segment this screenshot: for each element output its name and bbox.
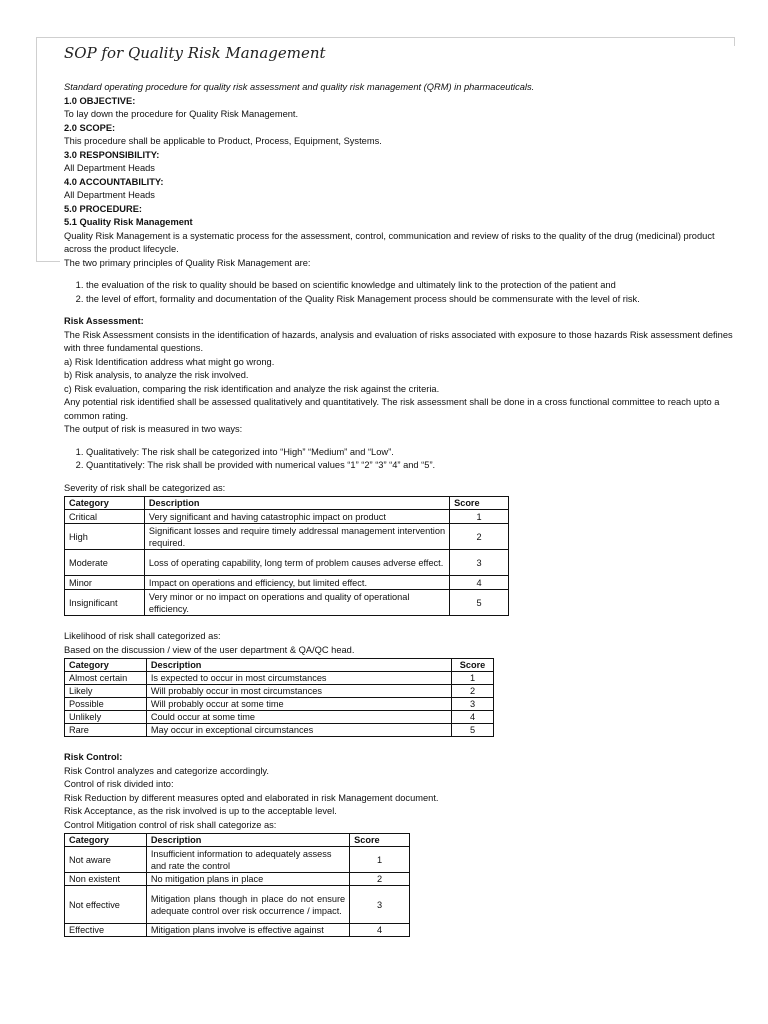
table-row	[65, 590, 509, 616]
score-cell: 3	[350, 886, 410, 924]
table-row	[65, 550, 509, 576]
score-cell: 1	[450, 510, 509, 524]
page-frame-tick	[36, 261, 60, 262]
category-cell: High	[65, 524, 145, 550]
principles-intro: The two primary principles of Quality Risk Management are:	[64, 257, 311, 268]
category-cell: Effective	[65, 924, 147, 937]
table-row	[65, 847, 410, 873]
score-cell: 1	[350, 847, 410, 873]
risk-ways-list	[64, 446, 736, 473]
risk-control-heading: Risk Control:	[64, 752, 123, 762]
category-cell: Non existent	[65, 873, 147, 886]
risk-control-line: Risk Acceptance, as the risk involved is up to the acceptable level.	[64, 806, 337, 816]
category-cell: Likely	[65, 685, 147, 698]
risk-question-b: b) Risk analysis, to analyze the risk involved.	[64, 370, 249, 380]
header-description: Description	[146, 834, 349, 847]
header-description: Description	[144, 497, 449, 510]
table-row	[65, 685, 494, 698]
principles-list	[64, 279, 736, 306]
likelihood-table	[64, 658, 494, 737]
risk-question-c: c) Risk evaluation, comparing the risk identification and analyze the risk against the criteria.	[64, 383, 440, 394]
table-header-row	[65, 834, 410, 847]
description-cell: Impact on operations and efficiency, but limited effect.	[144, 576, 449, 590]
objective-text: To lay down the procedure for Quality Risk Management.	[64, 109, 299, 119]
description-cell: Is expected to occur in most circumstances	[146, 672, 451, 685]
header-category: Category	[65, 497, 145, 510]
score-cell: 4	[450, 576, 509, 590]
page-subtitle: Standard operating procedure for quality risk assessment and quality risk management (QRM) in pharmaceuticals.	[64, 82, 535, 92]
severity-table	[64, 496, 509, 616]
score-cell: 2	[450, 524, 509, 550]
table-row	[65, 672, 494, 685]
category-cell: Possible	[65, 698, 147, 711]
mitigation-table	[64, 833, 410, 937]
risk-assessment-intro: The Risk Assessment consists in the identification of hazards, analysis and evaluation of risks associated with exposure to those hazards Risk assessment defines with three fundamental questions.	[64, 329, 733, 353]
description-cell: Significant losses and require timely addressal management intervention required.	[144, 524, 449, 550]
score-cell: 4	[452, 711, 494, 724]
description-cell: Mitigation plans involve is effective against	[146, 924, 349, 937]
list-item: 1. the evaluation of the risk to quality should be based on scientific knowledge and ultimately link to the protection of the patient and	[86, 279, 736, 293]
header-score: Score	[350, 834, 410, 847]
table-row	[65, 576, 509, 590]
category-cell: Not effective	[65, 886, 147, 924]
responsibility-text: All Department Heads	[64, 163, 155, 173]
table-row	[65, 510, 509, 524]
risk-control-line: Risk Reduction by different measures opted and elaborated in risk Management document.	[64, 792, 439, 803]
description-cell: Insufficient information to adequately assess and rate the control	[146, 847, 349, 873]
table-row	[65, 873, 410, 886]
score-cell: 4	[350, 924, 410, 937]
description-cell: May occur in exceptional circumstances	[146, 724, 451, 737]
risk-output-text: The output of risk is measured in two ways:	[64, 424, 243, 434]
description-cell: Mitigation plans though in place do not ensure adequate control over risk occurrence / impact.	[146, 886, 349, 924]
risk-control-line: Control Mitigation control of risk shall categorize as:	[64, 819, 277, 830]
category-cell: Minor	[65, 576, 145, 590]
header-score: Score	[452, 659, 494, 672]
accountability-text: All Department Heads	[64, 190, 155, 200]
table-row	[65, 524, 509, 550]
score-cell: 2	[350, 873, 410, 886]
page-frame-left	[36, 37, 37, 261]
score-cell: 1	[452, 672, 494, 685]
objective-heading: 1.0 OBJECTIVE:	[64, 95, 136, 106]
header-description: Description	[146, 659, 451, 672]
table-header-row	[65, 497, 509, 510]
table-header-row	[65, 659, 494, 672]
header-category: Category	[65, 659, 147, 672]
category-cell: Not aware	[65, 847, 147, 873]
qrm-heading: 5.1 Quality Risk Management	[64, 217, 193, 227]
category-cell: Rare	[65, 724, 147, 737]
scope-heading: 2.0 SCOPE:	[64, 122, 116, 133]
description-cell: Will probably occur in most circumstances	[146, 685, 451, 698]
risk-question-a: a) Risk Identification address what might go wrong.	[64, 356, 275, 367]
score-cell: 3	[452, 698, 494, 711]
category-cell: Critical	[65, 510, 145, 524]
list-item: 2. Quantitatively: The risk shall be provided with numerical values “1” “2” “3” “4” and “5”.	[86, 459, 736, 473]
document-body	[64, 43, 736, 937]
category-cell: Unlikely	[65, 711, 147, 724]
accountability-heading: 4.0 ACCOUNTABILITY:	[64, 176, 164, 187]
table-row	[65, 698, 494, 711]
procedure-heading: 5.0 PROCEDURE:	[64, 203, 143, 214]
qrm-text: Quality Risk Management is a systematic process for the assessment, control, communication and review of risks to the quality of the drug (medicinal) product across the product lifecycle.	[64, 230, 715, 254]
header-category: Category	[65, 834, 147, 847]
responsibility-heading: 3.0 RESPONSIBILITY:	[64, 149, 160, 160]
list-item: 2. the level of effort, formality and documentation of the Quality Risk Management process should be commensurate with the level of risk.	[86, 293, 736, 307]
table-row	[65, 724, 494, 737]
risk-assessment-heading: Risk Assessment:	[64, 316, 144, 326]
risk-control-line: Control of risk divided into:	[64, 779, 174, 789]
list-item: 1. Qualitatively: The risk shall be categorized into “High” “Medium” and “Low”.	[86, 446, 736, 460]
severity-caption: Severity of risk shall be categorized as:	[64, 482, 226, 493]
score-cell: 5	[450, 590, 509, 616]
category-cell: Almost certain	[65, 672, 147, 685]
likelihood-basis: Based on the discussion / view of the user department & QA/QC head.	[64, 644, 355, 655]
score-cell: 5	[452, 724, 494, 737]
risk-control-line: Risk Control analyzes and categorize accordingly.	[64, 765, 269, 776]
score-cell: 2	[452, 685, 494, 698]
scope-text: This procedure shall be applicable to Product, Process, Equipment, Systems.	[64, 136, 382, 146]
table-row	[65, 886, 410, 924]
header-score: Score	[450, 497, 509, 510]
description-cell: Very minor or no impact on operations and quality of operational efficiency.	[144, 590, 449, 616]
score-cell: 3	[450, 550, 509, 576]
description-cell: Very significant and having catastrophic impact on product	[144, 510, 449, 524]
page-title: SOP for Quality Risk Management	[64, 44, 326, 62]
description-cell: Will probably occur at some time	[146, 698, 451, 711]
category-cell: Moderate	[65, 550, 145, 576]
likelihood-caption: Likelihood of risk shall categorized as:	[64, 631, 221, 641]
risk-assessment-text: Any potential risk identified shall be assessed qualitatively and quantitatively. The risk assessment shall be done in a cross functional committee to reach upto a common rating.	[64, 397, 720, 421]
description-cell: No mitigation plans in place	[146, 873, 349, 886]
table-row	[65, 711, 494, 724]
description-cell: Could occur at some time	[146, 711, 451, 724]
description-cell: Loss of operating capability, long term of problem causes adverse effect.	[144, 550, 449, 576]
table-row	[65, 924, 410, 937]
category-cell: Insignificant	[65, 590, 145, 616]
